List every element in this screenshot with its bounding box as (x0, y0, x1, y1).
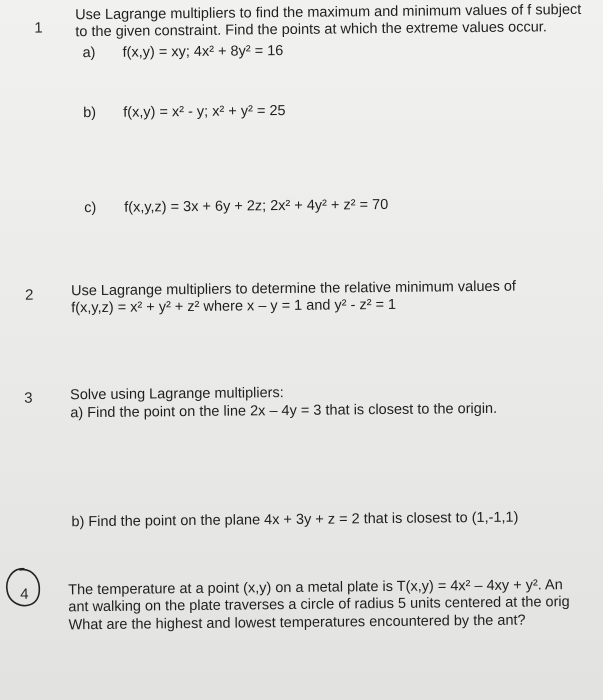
problem-1-number: 1 (34, 19, 43, 37)
part-a-text: f(x,y) = xy; 4x² + 8y² = 16 (122, 43, 284, 61)
problem-2-line1: Use Lagrange multipliers to determine the relative minimum values of (70, 278, 516, 300)
problem-4-line2: ant walking on the plate traverses a circle of radius 5 units centered at the orig (68, 594, 570, 616)
problem-2-line2: f(x,y,z) = x² + y² + z² where x – y = 1 and y² - z² = 1 (71, 296, 397, 317)
problem-4-number: 4 (20, 585, 29, 603)
problem-1-part-c (84, 197, 388, 217)
part-a-label: a) (82, 45, 96, 62)
problem-1-part-b (83, 103, 286, 122)
problem-4-line1: The temperature at a point (x,y) on a metal plate is T(x,y) = 4x² – 4xy + y². An (68, 577, 563, 599)
part-b-label: b) (83, 105, 97, 122)
problem-1-intro-line2: to the given constraint. Find the points at which the extreme values occur. (75, 19, 547, 41)
problem-2-number: 2 (25, 286, 34, 304)
problem-1-part-a (82, 43, 283, 62)
problem-1-intro-line1: Use Lagrange multipliers to find the maximum and minimum values of f subject (75, 1, 582, 24)
problem-3-part-b: b) Find the point on the plane 4x + 3y + z = 2 that is closest to (1,-1,1) (71, 509, 519, 531)
problem-4-line3: What are the highest and lowest temperatures encountered by the ant? (68, 612, 526, 634)
problem-3-number: 3 (24, 389, 33, 407)
problem-3-part-a: a) Find the point on the line 2x – 4y = 3 that is closest to the origin. (70, 400, 498, 422)
part-b-text: f(x,y) = x² - y; x² + y² = 25 (123, 103, 286, 121)
problem-3-line1: Solve using Lagrange multipliers: (70, 385, 284, 404)
part-c-label: c) (84, 200, 97, 217)
part-c-text: f(x,y,z) = 3x + 6y + 2z; 2x² + 4y² + z² = 70 (124, 196, 389, 216)
